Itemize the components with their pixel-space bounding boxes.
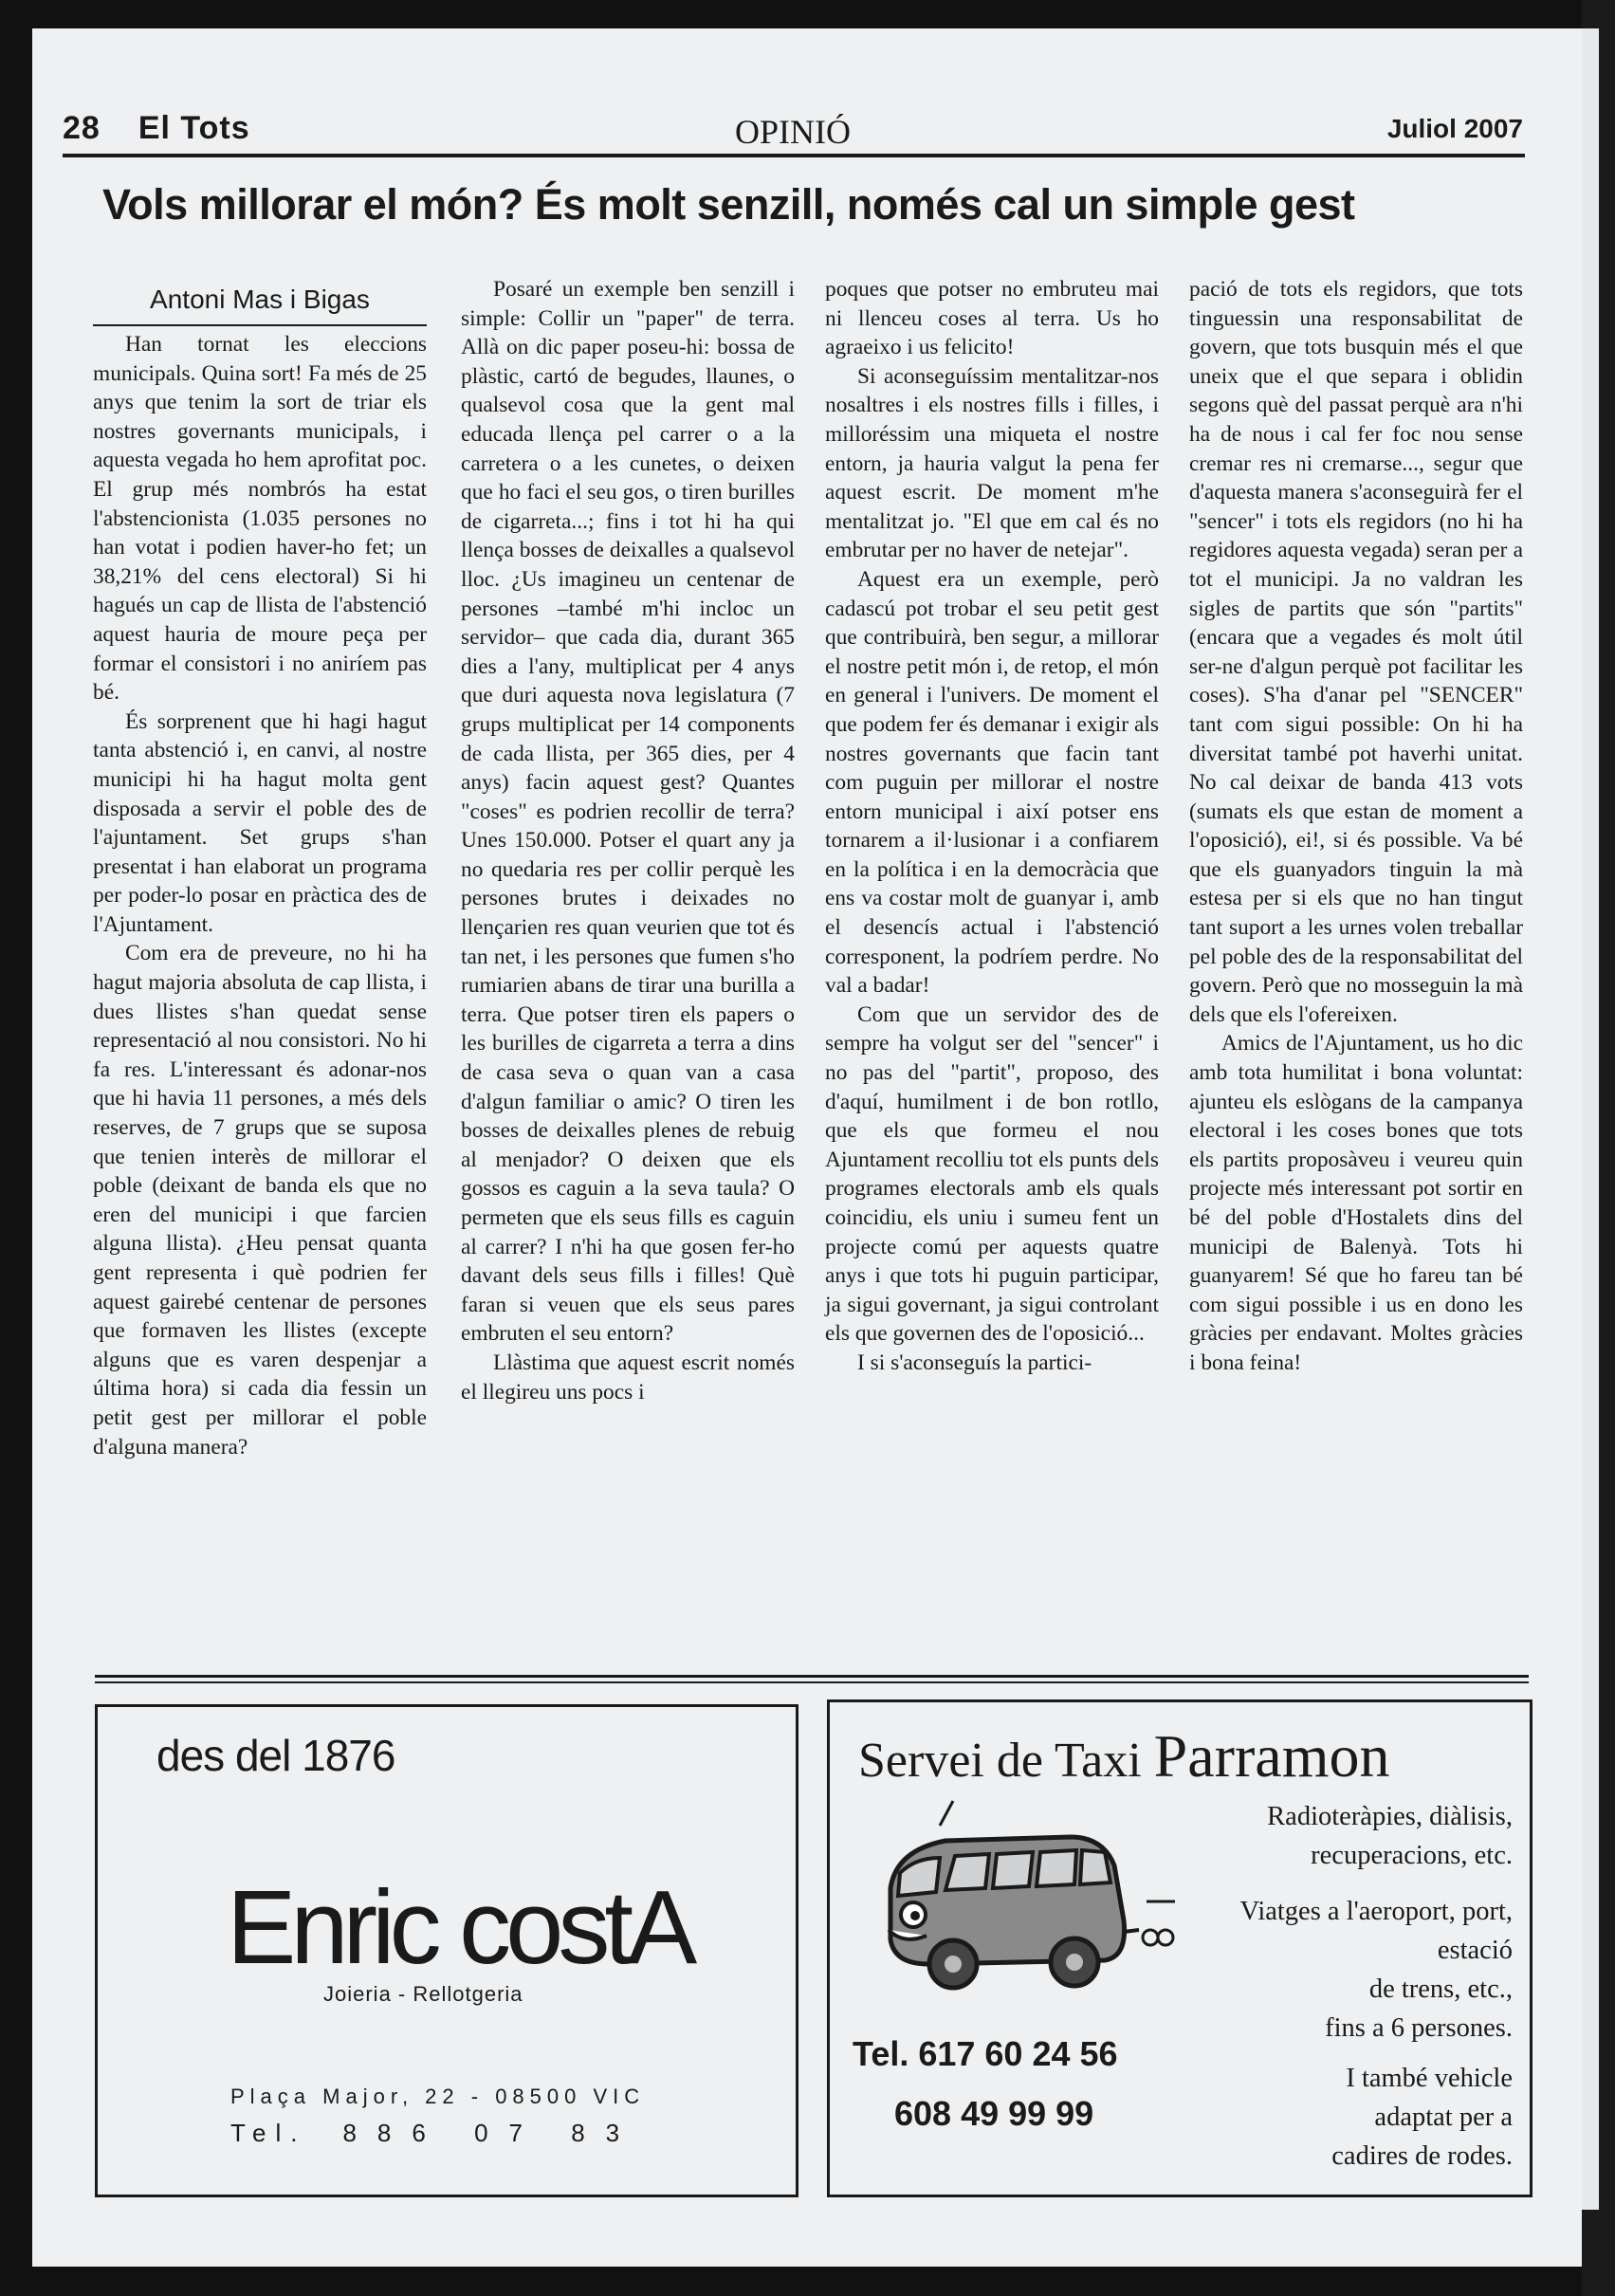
taxi-service-line: recuperacions, etc. [1311,1841,1513,1870]
taxi-title-name: Parramon [1153,1722,1390,1790]
jeweler-logo: Enric costA [227,1869,692,1986]
issue-date: Juliol 2007 [1386,114,1523,143]
article-title: Vols millorar el món? És molt senzill, només cal un simple gest [102,180,1355,229]
jeweler-phone-label: Tel. [230,2119,307,2147]
ads-divider-rule [95,1675,1529,1678]
jeweler-address: Plaça Major, 22 - 08500 VIC [230,2085,646,2108]
taxi-title-prefix: Servei de Taxi [858,1734,1142,1788]
jeweler-phone [230,2119,640,2148]
van-illustration [866,1797,1179,2006]
jeweler-since: des del 1876 [156,1731,395,1780]
section-name: OPINIÓ [735,113,851,151]
paragraph: Com que un servidor des de sempre ha volgut ser del "sencer" i no pas del "partit", proposo, des d'aquí, humilment i de bon rotllo, que els que formeu el nou Ajuntament recolliu tot els punts dels programes electorals amb els quals coincidiu, els uniu i sumeu fent un projecte comú per aquests quatre anys i que tots hi puguin participar, ja sigui governant, ja sigui controlant els que governen des de l'oposició... [825,1001,1159,1347]
taxi-title [858,1721,1389,1791]
ads-divider-rule-thin [95,1681,1529,1683]
taxi-phone-1: Tel. 617 60 24 56 [853,2034,1118,2073]
paragraph: Amics de l'Ajuntament, us ho dic amb tota humilitat i bona voluntat: ajunteu els eslògans de la campanya electoral i les coses bones que tots els partits proposàveu i veureu quin projecte més interessant pot sortir en bé del poble d'Hostalets dins del municipi de Balenyà. Tots hi guanyarem! Sé que ho fareu tan bé com sigui possible i us en dono les gràcies per endavant. Moltes gràcies i bona feina! [1189,1031,1523,1375]
taxi-phone-2: 608 49 99 99 [894,2094,1094,2133]
paragraph: Llàstima que aquest escrit només el llegireu uns pocs i [461,1350,795,1405]
publication-name: El Tots [138,110,250,146]
paragraph: Posaré un exemple ben senzill i simple: Collir un "paper" de terra. Allà on dic paper poseu-hi: bossa de plàstic, cartó de begudes, llaunes, o qualsevol cosa que la gent mal educada llença pel carrer o a la carretera o a les cunetes, o deixen que ho faci el seu gos, o tiren burilles de cigarreta...; fins i tot hi ha qui llença bosses de deixalles a qualsevol lloc. ¿Us imagineu un centenar de persones –també m'hi incloc un servidor– que cada dia, durant 365 dies a l'any, multiplicat per 4 anys que duri aquesta nova legislatura (7 grups multiplicat per 14 components de cada llista, per 365 dies, per 4 anys) facin aquest gest? Quantes "coses" es podrien recollir de terra? Unes 150.000. Potser el quart any ja no quedaria res per collir perquè les persones brutes i deixades no llençarien res quan veurien que tot és tan net, i les persones que fumen s'ho rumiarien abans de tirar una burilla a terra. Que potser tiren els papers o les burilles de cigarreta a terra a dins de casa seva o quan van a casa d'algun familiar o amic? O tiren les bosses de deixalles plenes de rebuig al menjador? O deixen que els gossos es caguin a la seva taula? O permeten que els seus fills es caguin al carrer? I n'hi ha que gosen fer-ho davant dels seus fills i filles! Què faran si veuen que els seus pares embruten el seu entorn? [461,277,795,1347]
paragraph: Si aconseguíssim mentalitzar-nos nosaltres i els nostres fills i filles, i milloréssim una miqueta el nostre entorn, ja hauria valgut la pena fer aquest escrit. De moment m'he mentalitzat jo. "El que em cal és no embrutar per no haver de netejar". [825,363,1159,563]
paragraph: És sorprenent que hi hagi hagut tanta abstenció i, en canvi, al nostre municipi hi ha hagut molta gent disposada a servir el poble des de l'ajuntament. Set grups s'han presentat i han elaborat un programa per poder-lo posar en pràctica des de l'Ajuntament. [93,708,427,937]
header-rule [63,154,1525,157]
article-column-4 [1189,275,1523,1378]
taxi-service-line: de trens, etc., [1368,1975,1513,2004]
page-header [63,104,1523,154]
taxi-advertisement [827,1699,1532,2197]
taxi-service-line: cadires de rodes. [1331,2141,1513,2171]
jeweler-advertisement [95,1704,798,2197]
paragraph: I si s'aconseguís la partici- [857,1350,1092,1375]
next-page-edge [1582,28,1599,2210]
paragraph: poques que potser no embruteu mai ni llenceu coses al terra. Us ho agraeixo i us felicito! [825,277,1159,360]
paragraph: Com era de preveure, no hi ha hagut majoria absoluta de cap llista, i dues llistes s'han quedat sense representació al nou consistori. No hi fa res. L'interessant és adonar-nos que hi havia 11 persones, a més dels reserves, de 7 grups que se suposa que tenien interès de millorar el poble (deixant de banda els que no eren del municipi i que farcien alguna llista). ¿Heu pensat quanta gent representa i què podrien fer aquest gairebé centenar de persones que formaven les llistes (excepte alguns que es varen despenjar a última hora) si cada dia fessin un petit gest per millorar el poble d'alguna manera? [93,941,427,1460]
taxi-service-line: I també vehicle [1346,2064,1513,2093]
taxi-service-line: Viatges a l'aeroport, port, [1239,1897,1513,1926]
taxi-service-line: Radioteràpies, diàlisis, [1267,1802,1513,1831]
taxi-service-line: adaptat per a [1374,2103,1513,2132]
article-author: Antoni Mas i Bigas [150,285,370,314]
paragraph: Aquest era un exemple, però cadascú pot trobar el seu petit gest que contribuirà, ben segur, a millorar el nostre petit món i, de retop, el món en general i l'univers. De moment el que podem fer és demanar i exigir als nostres governants que facin tant com puguin per millorar el nostre entorn municipal i així potser ens tornarem a il·lusionar i a confiarem en la política i en la democràcia que ens va costar molt de guanyar i, amb el desencís actual i l'abstenció corresponent, la podríem perdre. No val a badar! [825,566,1159,999]
scan-edge [1582,0,1615,2296]
taxi-service-line: fins a 6 persones. [1325,2013,1513,2043]
taxi-service-line: estació [1437,1936,1513,1965]
article-body [93,275,1527,1650]
jeweler-phone-number: 886 07 83 [342,2119,641,2147]
taxi-services [1152,1797,1513,2176]
page-number: 28 [63,110,101,146]
paragraph: pació de tots els regidors, que tots tinguessin una responsabilitat de govern, que tots busquin més el que uneix que el que separa i oblidin segons què del passat perquè ara n'hi ha de nous i cal fer foc nou sense cremar res ni cremarse..., segur que d'aquesta manera s'aconseguirà fer el "sencer" i tots els regidors (no hi ha regidores aquesta vegada) seran per a tot el municipi. Ja no valdran les sigles de partits que són "partits" (encara que a vegades és molt útil ser-ne d'algun perquè pot facilitar les coses). S'ha d'anar pel "SENCER" tant com sigui possible: On hi ha diversitat també pot haverhi unitat. No cal deixar de banda 413 vots (sumats els que estan de moment a l'oposició), ei!, si és possible. Va bé que els guanyadors tinguin la mà estesa per si els que no han tingut tant suport a les urnes volen treballar pel poble des de la responsabilitat del govern. Però que no mosseguin la mà dels que els l'ofereixen. [1189,277,1523,1027]
article-column-2 [461,275,795,1406]
article-column-1 [93,330,427,1461]
jeweler-subtitle: Joieria - Rellotgeria [323,1982,523,2006]
article-column-3 [825,275,1159,1378]
paragraph: Han tornat les eleccions municipals. Quina sort! Fa més de 25 anys que tenim la sort de triar els nostres governants municipals, i aquesta vegada ho hem aprofitat poc. El grup més nombrós ha estat l'abstencionista (1.035 persones no han votat i podien haver-ho fet; un 38,21% del cens electoral) Si hi hagués un cap de llista de l'abstenció aquest hauria de moure peça per formar el consistori i no aniríem pas bé. [93,332,427,706]
author-rule [93,324,427,326]
